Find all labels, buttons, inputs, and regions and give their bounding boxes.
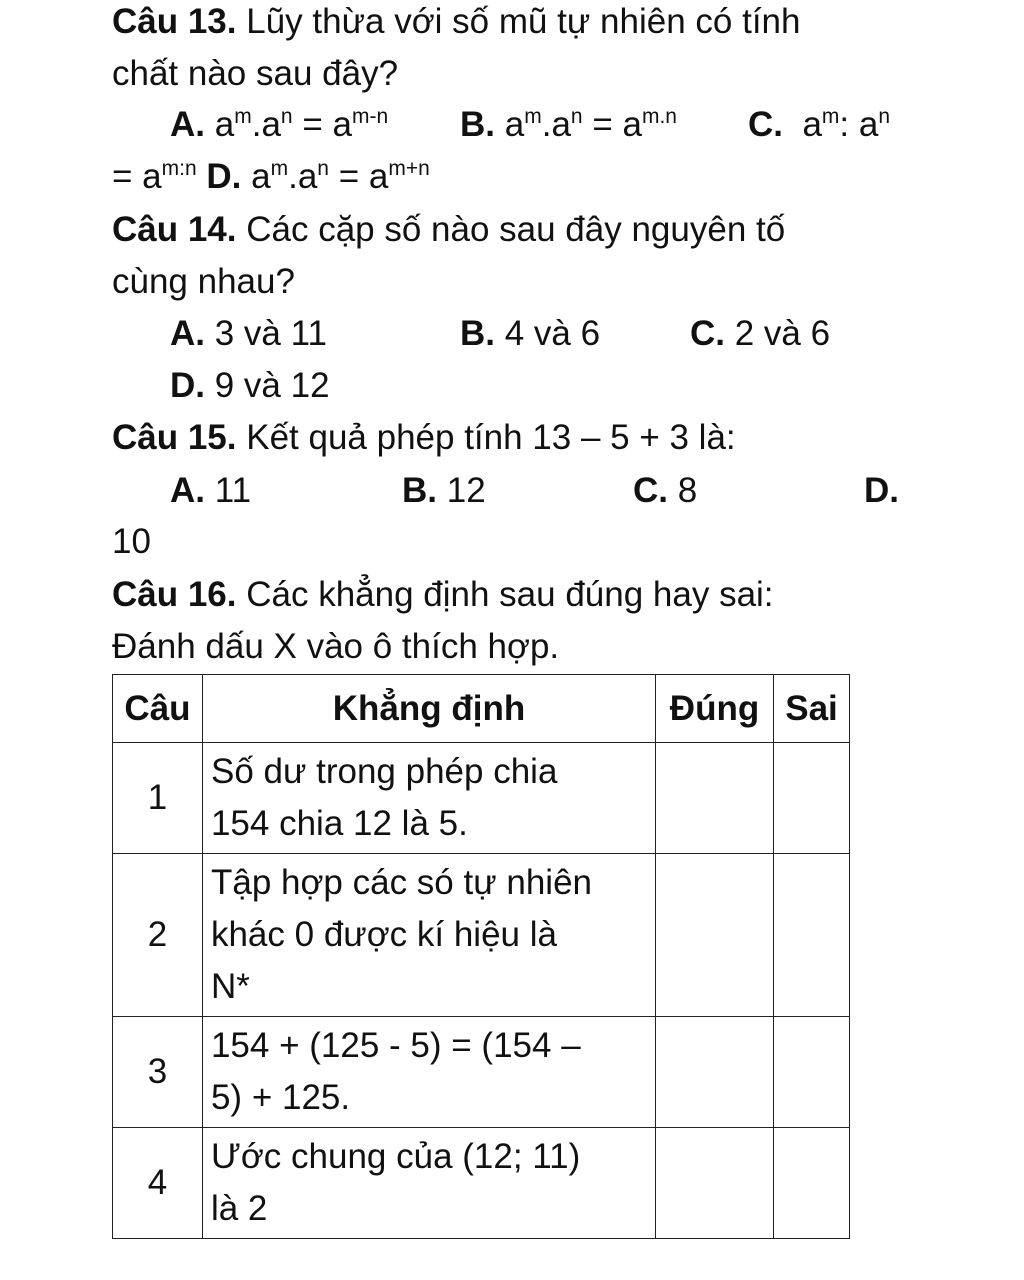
table-header-row bbox=[113, 675, 850, 743]
q14-option-c: C. 2 và 6 bbox=[690, 314, 831, 353]
table-row bbox=[113, 1017, 850, 1128]
q15-option-c: C. 8 bbox=[633, 471, 698, 510]
table-row bbox=[113, 854, 850, 1017]
sai-checkbox-cell[interactable] bbox=[773, 1128, 849, 1239]
q14-label: Câu 14. bbox=[112, 210, 237, 249]
statement-table bbox=[112, 674, 850, 1239]
q14-stem-line1 bbox=[112, 205, 785, 255]
q14-option-b: B. 4 và 6 bbox=[460, 314, 601, 353]
statement-cell: Số dư trong phép chia 154 chia 12 là 5. bbox=[202, 743, 655, 854]
q14-option-a: A. 3 và 11 bbox=[170, 314, 327, 353]
statement-cell: Tập hợp các só tự nhiên khác 0 được kí hiệu là N* bbox=[202, 854, 655, 1017]
q15-option-d-value: 10 bbox=[112, 522, 151, 561]
row-number: 3 bbox=[113, 1017, 203, 1128]
q15-option-b: B. 12 bbox=[402, 471, 486, 510]
q16-stem-text2: Đánh dấu X vào ô thích hợp. bbox=[112, 627, 560, 666]
q13-label: Câu 13. bbox=[112, 2, 237, 41]
q13-stem-text2: chất nào sau đây? bbox=[112, 54, 399, 93]
dung-checkbox-cell[interactable] bbox=[656, 1017, 774, 1128]
q16-stem-line1 bbox=[112, 570, 774, 620]
header-cau: Câu bbox=[113, 675, 203, 743]
q16-stem-text1: Các khẳng định sau đúng hay sai: bbox=[236, 575, 774, 614]
statement-cell: 154 + (125 - 5) = (154 – 5) + 125. bbox=[202, 1017, 655, 1128]
q14-stem-text1: Các cặp số nào sau đây nguyên tố bbox=[236, 210, 786, 249]
q13-stem-text1: Lũy thừa với số mũ tự nhiên có tính bbox=[236, 2, 801, 41]
q13-option-b: B. $a^m.a^n = a^{m.n}$ bbox=[460, 105, 677, 144]
q15-label: Câu 15. bbox=[112, 418, 237, 457]
row-number: 1 bbox=[113, 743, 203, 854]
q16-label: Câu 16. bbox=[112, 575, 237, 614]
sai-checkbox-cell[interactable] bbox=[773, 743, 849, 854]
q13-option-c-part2-and-d: = $a^{m:n}$ D. $a^m.a^n = a^{m+n}$ bbox=[112, 157, 430, 196]
statement-cell: Ước chung của (12; 11) là 2 bbox=[202, 1128, 655, 1239]
q15-option-d-label: D. bbox=[864, 471, 899, 510]
q13-option-b-label: B. bbox=[460, 105, 495, 144]
header-dung: Đúng bbox=[656, 675, 774, 743]
sai-checkbox-cell[interactable] bbox=[773, 854, 849, 1017]
sai-checkbox-cell[interactable] bbox=[773, 1017, 849, 1128]
q15-option-a: A. 11 bbox=[170, 471, 252, 510]
q13-stem-line1 bbox=[112, 0, 800, 47]
q13-option-d-label: D. bbox=[206, 157, 242, 196]
dung-checkbox-cell[interactable] bbox=[656, 1128, 774, 1239]
q13-option-c-part1: C. $a^m$: $a^n$ bbox=[748, 105, 891, 144]
dung-checkbox-cell[interactable] bbox=[656, 743, 774, 854]
q14-stem-text2: cùng nhau? bbox=[112, 262, 295, 301]
row-number: 4 bbox=[113, 1128, 203, 1239]
q13-option-a: A. $a^m.a^n = a^{m-n}$ bbox=[170, 105, 389, 144]
dung-checkbox-cell[interactable] bbox=[656, 854, 774, 1017]
q14-option-d: D. 9 và 12 bbox=[170, 366, 330, 405]
header-khang-dinh: Khẳng định bbox=[202, 675, 655, 743]
q15-stem bbox=[112, 413, 736, 463]
q13-option-c-label: C. bbox=[748, 105, 783, 144]
q13-option-a-label: A. bbox=[170, 105, 205, 144]
table-row bbox=[113, 1128, 850, 1239]
row-number: 2 bbox=[113, 854, 203, 1017]
q15-stem-text: Kết quả phép tính 13 – 5 + 3 là: bbox=[236, 418, 736, 457]
table-row bbox=[113, 743, 850, 854]
header-sai: Sai bbox=[773, 675, 849, 743]
